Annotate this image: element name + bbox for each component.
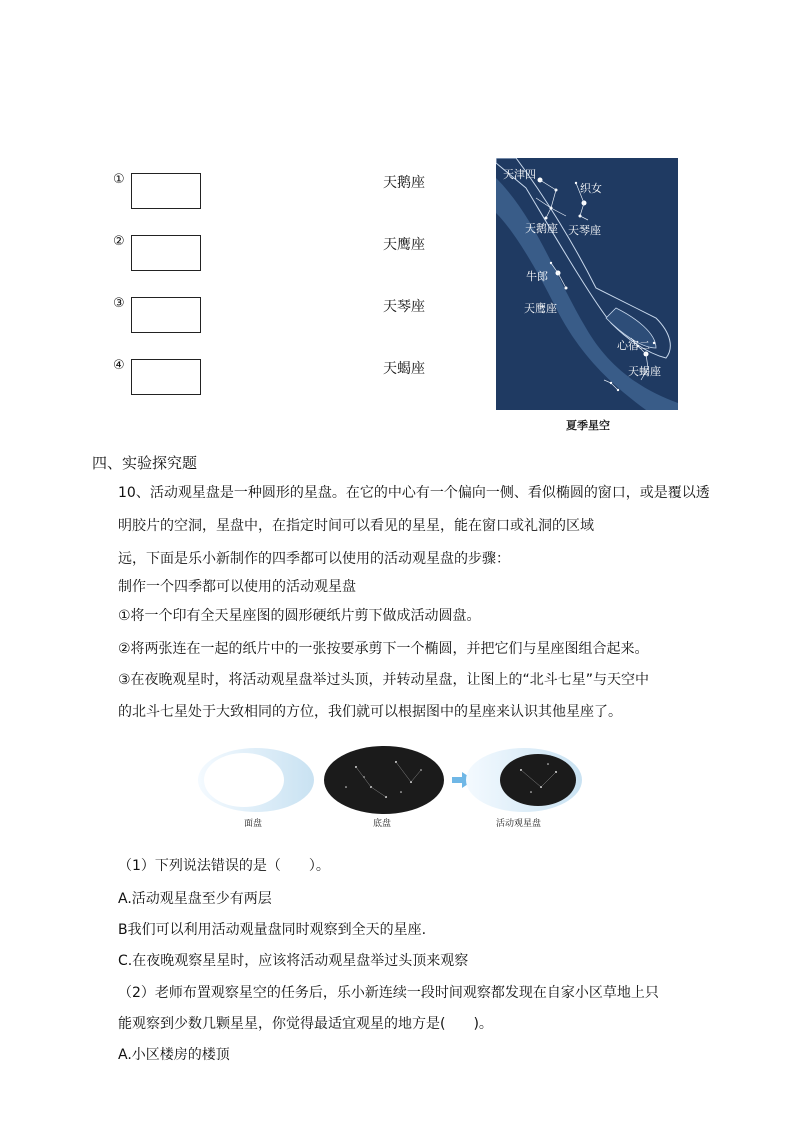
paragraph-line-2: 明胶片的空洞，星盘中，在指定时间可以看见的星星，能在窗口或礼洞的区域 [118,518,594,534]
section-title: 四、实验探究题 [92,454,198,472]
paragraph-line-8: 的北斗七星处于大致相同的方位，我们就可以根据图中的星座来认识其他星座了。 [118,704,622,720]
planisphere-figure [196,742,586,828]
summer-sky-star-map [496,158,678,410]
star-map-caption: 夏季星空 [566,419,610,432]
question-2-stem-line-2: 能观察到少数几颗星星，你觉得最适宜观星的地方是( )。 [118,1016,493,1032]
star-label-aquila: 天鹰座 [524,302,557,315]
star-label-altair: 牛郎 [526,270,548,283]
planisphere-graphic [196,742,586,814]
answer-box-3[interactable] [131,297,201,333]
star-label-deneb: 天津四 [503,168,536,181]
answer-box-4[interactable] [131,359,201,395]
star-label-vega: 织女 [580,182,602,195]
paragraph-line-1: 10、活动观星盘是一种圆形的星盘。在它的中心有一个偏向一侧、看似椭圆的窗口，或是覆以透 [118,485,710,501]
paragraph-line-7: ③在夜晚观星时，将活动观星盘举过头顶，并转动星盘，让图上的“北斗七星”与天空中 [118,672,650,688]
question-2-option-a[interactable]: A.小区楼房的楼顶 [118,1047,230,1063]
caption-planisphere: 活动观星盘 [496,819,542,829]
constellation-name-1: 天鹅座 [383,175,425,191]
caption-base-disc: 底盘 [373,819,392,829]
star-label-lyra: 天琴座 [568,224,601,237]
item-number-3: ③ [113,296,125,311]
question-1-option-b[interactable]: B我们可以利用活动观量盘同时观察到全天的星座. [118,922,427,938]
paragraph-line-6: ②将两张连在一起的纸片中的一张按要承剪下一个椭圆，并把它们与星座图组合起来。 [118,641,649,657]
constellation-name-4: 天蝎座 [383,361,425,377]
item-number-2: ② [113,234,125,249]
answer-box-2[interactable] [131,235,201,271]
star-label-cygnus: 天鹅座 [525,222,558,235]
answer-box-1[interactable] [131,173,201,209]
item-number-1: ① [113,172,125,187]
item-number-4: ④ [113,358,125,373]
question-1-stem: （1）下列说法错误的是（ ）。 [118,858,330,874]
paragraph-line-3: 远，下面是乐小新制作的四季都可以使用的活动观星盘的步骤： [118,551,510,567]
star-label-antares: 心宿二 [617,339,650,352]
question-2-stem-line-1: （2）老师布置观察星空的任务后，乐小新连续一段时间观察都发现在自家小区草地上只 [118,985,659,1001]
paragraph-line-5: ①将一个印有全天星座图的圆形硬纸片剪下做成活动圆盘。 [118,608,481,624]
constellation-name-2: 天鹰座 [383,237,425,253]
question-1-option-a[interactable]: A.活动观星盘至少有两层 [118,891,272,907]
star-label-scorpius: 天蝎座 [628,365,661,378]
constellation-name-3: 天琴座 [383,299,425,315]
question-1-option-c[interactable]: C.在夜晚观察星星时，应该将活动观星盘举过头顶来观察 [118,953,469,969]
caption-face-disc: 面盘 [244,819,263,829]
paragraph-line-4: 制作一个四季都可以使用的活动观星盘 [118,579,356,595]
